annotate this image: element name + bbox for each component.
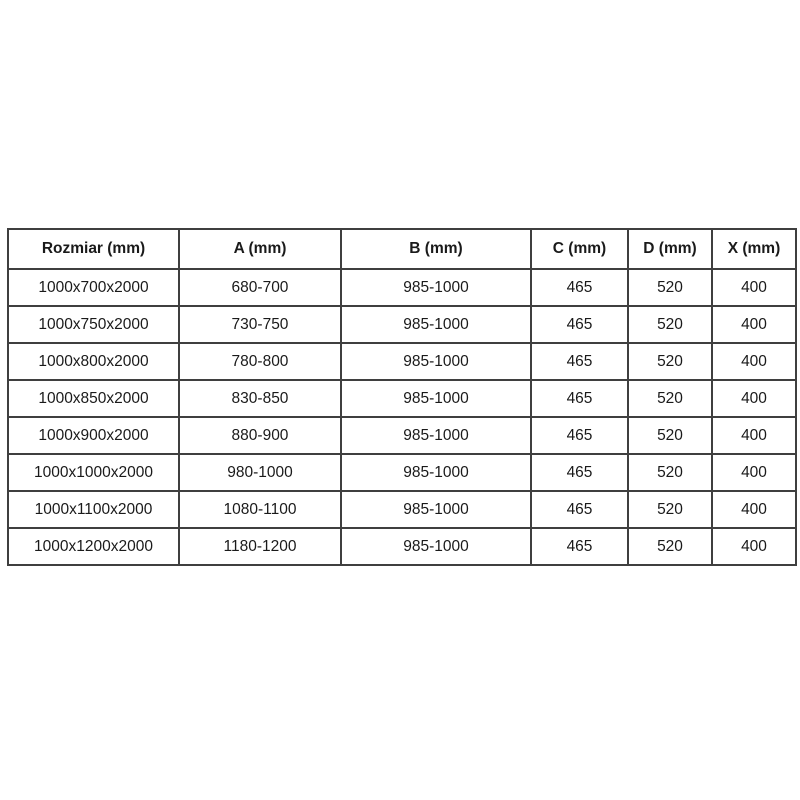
table-cell: 1000x1100x2000 (8, 491, 179, 528)
table-cell: 985-1000 (341, 343, 531, 380)
table-cell: 730-750 (179, 306, 341, 343)
table-header-row (8, 229, 796, 269)
table-cell: 520 (628, 528, 712, 565)
table-cell: 1000x800x2000 (8, 343, 179, 380)
table-cell: 400 (712, 269, 796, 306)
size-spec-table (7, 228, 797, 566)
table-row (8, 454, 796, 491)
table-cell: 1080-1100 (179, 491, 341, 528)
column-header: C (mm) (531, 229, 628, 269)
table-cell: 400 (712, 454, 796, 491)
table-cell: 520 (628, 491, 712, 528)
table-cell: 985-1000 (341, 417, 531, 454)
table-row (8, 528, 796, 565)
table-cell: 400 (712, 380, 796, 417)
table-cell: 985-1000 (341, 528, 531, 565)
table-cell: 520 (628, 454, 712, 491)
column-header: A (mm) (179, 229, 341, 269)
table-cell: 985-1000 (341, 306, 531, 343)
column-header: B (mm) (341, 229, 531, 269)
table-cell: 1000x1000x2000 (8, 454, 179, 491)
table-cell: 1000x750x2000 (8, 306, 179, 343)
table-cell: 465 (531, 417, 628, 454)
table-row (8, 380, 796, 417)
table-cell: 465 (531, 343, 628, 380)
table-cell: 400 (712, 306, 796, 343)
table-cell: 830-850 (179, 380, 341, 417)
table-cell: 520 (628, 417, 712, 454)
table-cell: 520 (628, 343, 712, 380)
table-cell: 780-800 (179, 343, 341, 380)
table-cell: 465 (531, 491, 628, 528)
table-cell: 985-1000 (341, 269, 531, 306)
table-cell: 1000x850x2000 (8, 380, 179, 417)
table-cell: 1000x1200x2000 (8, 528, 179, 565)
table-row (8, 269, 796, 306)
table-cell: 1180-1200 (179, 528, 341, 565)
table-row (8, 417, 796, 454)
table-cell: 680-700 (179, 269, 341, 306)
table-row (8, 306, 796, 343)
table-cell: 980-1000 (179, 454, 341, 491)
column-header: Rozmiar (mm) (8, 229, 179, 269)
table-cell: 1000x900x2000 (8, 417, 179, 454)
table-cell: 880-900 (179, 417, 341, 454)
column-header: D (mm) (628, 229, 712, 269)
table-body (8, 269, 796, 565)
table-cell: 465 (531, 454, 628, 491)
table-cell: 520 (628, 380, 712, 417)
table-cell: 465 (531, 380, 628, 417)
table-cell: 400 (712, 491, 796, 528)
table-cell: 520 (628, 306, 712, 343)
table-row (8, 343, 796, 380)
table-header (8, 229, 796, 269)
table-cell: 400 (712, 417, 796, 454)
table-row (8, 491, 796, 528)
table-cell: 985-1000 (341, 491, 531, 528)
table-cell: 985-1000 (341, 454, 531, 491)
table-cell: 985-1000 (341, 380, 531, 417)
table-cell: 465 (531, 269, 628, 306)
table-cell: 465 (531, 306, 628, 343)
table-cell: 465 (531, 528, 628, 565)
table-cell: 520 (628, 269, 712, 306)
table-cell: 400 (712, 528, 796, 565)
table-cell: 1000x700x2000 (8, 269, 179, 306)
column-header: X (mm) (712, 229, 796, 269)
table-cell: 400 (712, 343, 796, 380)
